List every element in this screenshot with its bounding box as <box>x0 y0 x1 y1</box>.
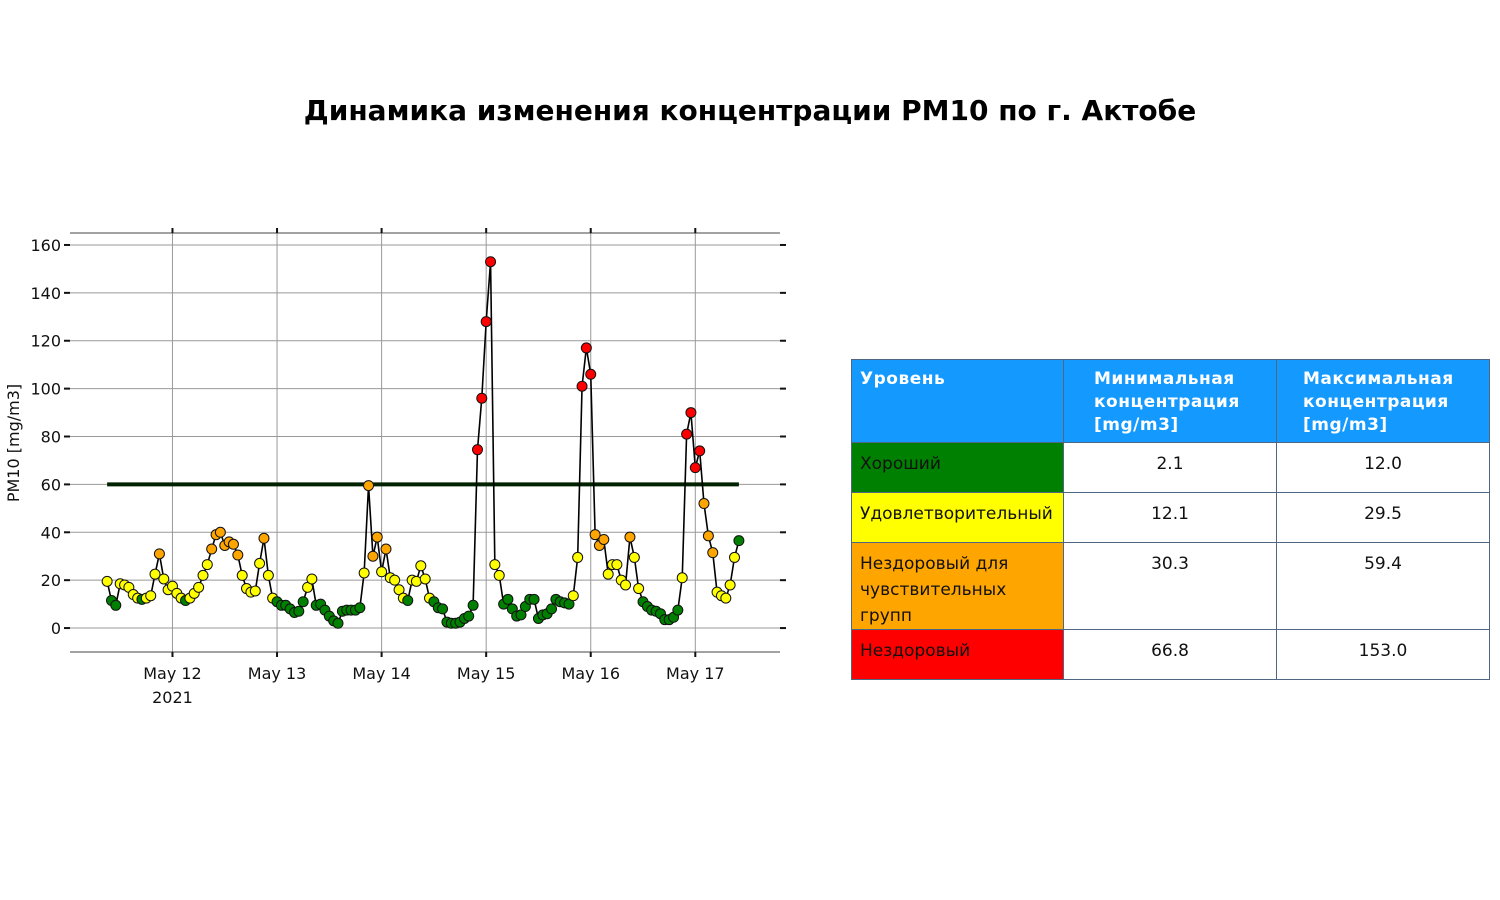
header-min-concentration: Минимальная концентрация [mg/m3] <box>1064 360 1277 443</box>
data-point <box>194 582 204 592</box>
data-point <box>677 573 687 583</box>
data-point <box>377 567 387 577</box>
data-point <box>215 527 225 537</box>
data-point <box>612 560 622 570</box>
data-point <box>390 575 400 585</box>
data-point <box>364 481 374 491</box>
min-value: 30.3 <box>1064 543 1277 630</box>
x-tick-label: May 15 <box>456 664 516 683</box>
data-point <box>307 574 317 584</box>
data-point <box>603 569 613 579</box>
table-row <box>852 630 1490 680</box>
data-point <box>250 586 260 596</box>
data-point <box>477 393 487 403</box>
min-value: 66.8 <box>1064 630 1277 680</box>
data-point <box>725 580 735 590</box>
data-point <box>111 600 121 610</box>
data-point <box>581 343 591 353</box>
data-point <box>255 558 265 568</box>
data-point <box>625 532 635 542</box>
x-tick-label: May 13 <box>247 664 307 683</box>
data-point <box>416 561 426 571</box>
y-tick-label: 120 <box>30 331 61 351</box>
data-point <box>529 594 539 604</box>
data-point <box>438 604 448 614</box>
data-point <box>481 317 491 327</box>
y-tick-label: 100 <box>30 379 61 399</box>
data-point <box>577 381 587 391</box>
data-point <box>621 580 631 590</box>
data-point <box>686 408 696 418</box>
data-point <box>298 597 308 607</box>
max-value: 29.5 <box>1277 493 1490 543</box>
data-point <box>420 574 430 584</box>
data-point <box>695 446 705 456</box>
data-point <box>586 369 596 379</box>
x-tick-label: May 17 <box>666 664 725 683</box>
table-header-row <box>852 360 1490 443</box>
data-point <box>472 445 482 455</box>
chart-title: Динамика изменения концентрации PM10 по г. Актобе <box>303 94 1197 127</box>
data-point <box>228 539 238 549</box>
y-axis-label: PM10 [mg/m3] <box>4 383 23 503</box>
data-point <box>699 499 709 509</box>
data-point <box>263 570 273 580</box>
data-point <box>708 548 718 558</box>
axis-layer <box>30 228 786 707</box>
y-tick-label: 60 <box>40 475 61 495</box>
y-tick-label: 0 <box>50 619 61 639</box>
data-point <box>207 544 217 554</box>
max-value: 12.0 <box>1277 443 1490 493</box>
level-unhealthy: Нездоровый <box>852 630 1064 680</box>
x-tick-year-label: 2021 <box>152 688 193 707</box>
data-point <box>198 570 208 580</box>
data-point <box>634 584 644 594</box>
concentration-levels-table <box>851 359 1490 680</box>
x-tick-label: May 12 <box>143 664 202 683</box>
data-point <box>146 591 156 601</box>
data-point <box>682 429 692 439</box>
table-row <box>852 543 1490 630</box>
data-point <box>202 560 212 570</box>
data-point <box>673 605 683 615</box>
level-moderate: Удовлетворительный <box>852 493 1064 543</box>
data-point <box>468 600 478 610</box>
data-point <box>568 591 578 601</box>
data-point <box>159 574 169 584</box>
data-point <box>333 618 343 628</box>
data-point <box>721 593 731 603</box>
x-tick-label: May 14 <box>352 664 411 683</box>
data-point <box>464 611 474 621</box>
x-tick-label: May 16 <box>561 664 621 683</box>
data-point <box>547 604 557 614</box>
data-point <box>573 552 583 562</box>
data-point <box>259 533 269 543</box>
data-point <box>381 544 391 554</box>
data-point <box>690 463 700 473</box>
data-point <box>490 560 500 570</box>
data-point <box>102 576 112 586</box>
y-tick-label: 40 <box>40 523 61 543</box>
data-point <box>730 552 740 562</box>
data-point <box>237 570 247 580</box>
header-level: Уровень <box>852 360 1064 443</box>
y-tick-label: 140 <box>30 283 61 303</box>
data-point <box>294 606 304 616</box>
y-tick-label: 80 <box>40 427 61 447</box>
y-tick-label: 160 <box>30 235 61 255</box>
min-value: 2.1 <box>1064 443 1277 493</box>
data-point <box>503 594 513 604</box>
level-unhealthy-sensitive: Нездоровый для чувствительных групп <box>852 543 1064 630</box>
data-point <box>703 531 713 541</box>
data-point <box>233 550 243 560</box>
level-good: Хороший <box>852 443 1064 493</box>
max-value: 59.4 <box>1277 543 1490 630</box>
data-point <box>486 257 496 267</box>
min-value: 12.1 <box>1064 493 1277 543</box>
data-point <box>629 552 639 562</box>
y-tick-label: 20 <box>40 571 61 591</box>
data-point <box>734 536 744 546</box>
data-point <box>359 568 369 578</box>
data-point <box>368 551 378 561</box>
table-row <box>852 443 1490 493</box>
table-row <box>852 493 1490 543</box>
header-max-concentration: Максимальная концентрация [mg/m3] <box>1277 360 1490 443</box>
data-point <box>403 596 413 606</box>
data-point <box>599 534 609 544</box>
max-value: 153.0 <box>1277 630 1490 680</box>
data-point <box>494 570 504 580</box>
data-point <box>372 532 382 542</box>
data-point <box>154 549 164 559</box>
data-point <box>355 603 365 613</box>
pm10-line-chart <box>0 0 800 720</box>
